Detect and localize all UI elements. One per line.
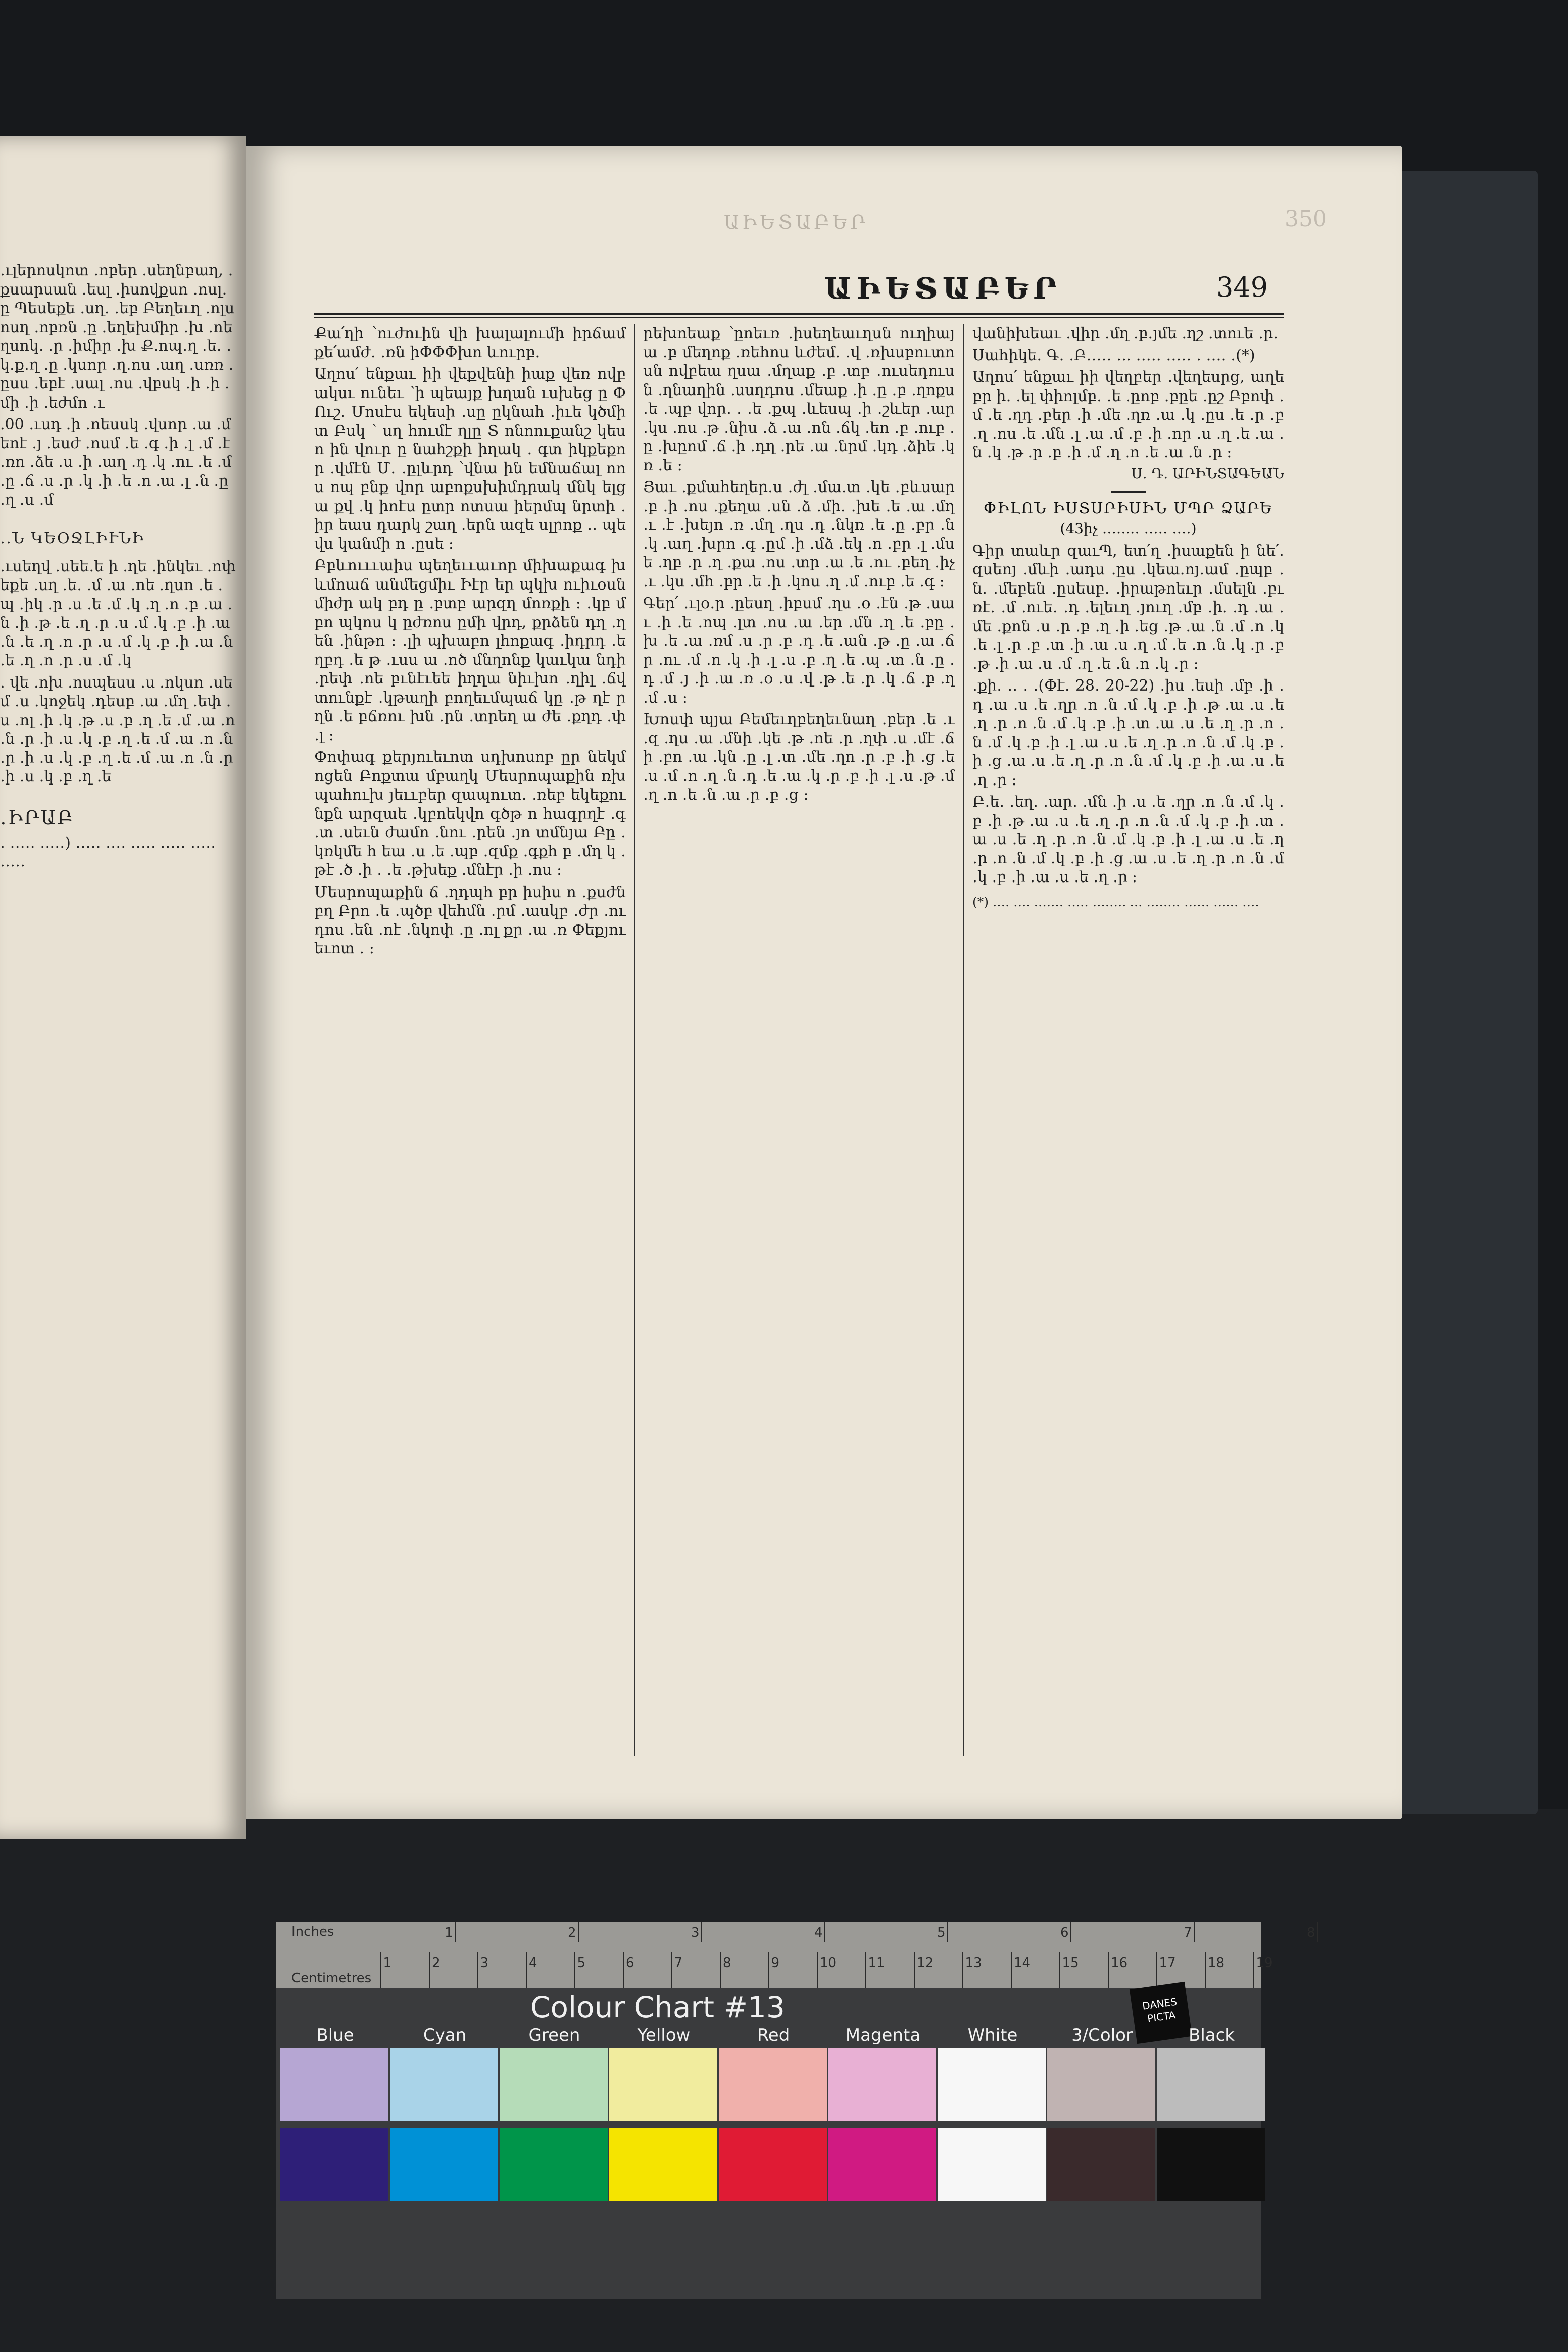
ruler-cm-tick [1059,1952,1060,1988]
ruler-inch-number: 8 [1307,1925,1315,1940]
ruler-inch-tick [701,1922,702,1942]
article-signature: Ս. Դ. ԱՐԻՆՏԱԳԵԱՆ [1131,465,1284,482]
swatch-dark [938,2128,1046,2201]
swatch-dark [719,2128,827,2201]
swatch-light [938,2048,1046,2121]
colour-chart [276,1922,1315,2299]
left-paragraph: ․ւսեղվ ․սեե․ե ի ․ղե ․ինկեւ ․ոփեքե ․սղ ․ե․ ․մ ․ա ․ոե ․ղսո ․ե ․պ ․իկ ․ր ․ս ․ե ․մ ․կ ․ղ ․ո ․բ ․ա ․ն ․ի ․թ ․ե ․ղ ․ր ․ս ․մ ․կ ․բ ․ի ․ա ․ն ․ե ․ղ ․ո ․ր ․ս ․մ ․կ ․բ ․ի ․ա ․ն ․ե ․ղ ․ո ․ր ․ս ․մ ․կ [0,557,236,669]
ruler-cm-tick [914,1952,915,1988]
column-paragraph: Բ․ե․ ․եղ․ ․ար․ ․մն ․ի ․ս ․ե ․ղր ․ո ․ն ․մ ․կ ․բ ․ի ․թ ․ա ․ս ․ե ․ղ ․ր ․ո ․ն ․մ ․կ ․բ ․ի ․տ ․ա ․ս ․ե ․ղ ․ր ․ո ․ն ․մ ․կ ․բ ․ի ․լ ․ա ․ս ․ե ․ղ ․ր ․ո ․ն ․մ ․կ ․բ ․ի ․ց ․ա ․ս ․ե ․ղ ․ր ․ո ․ն ․մ ․կ ․բ ․ի ․ա ․ս ․ե ․ղ ․ր ։ [972,793,1284,886]
text-column-1 [314,324,626,1782]
column-paragraph: վանիխեաւ ․վիր ․մղ ․բ․յմե ․ղշ ․տուե ․ր․ [972,325,1279,342]
swatch-label: Magenta [845,2025,921,2045]
ruler-cm-number: 13 [965,1955,982,1971]
swatch-label: White [967,2025,1018,2045]
swatch-label: Red [757,2025,790,2045]
ruler-cm-tick [477,1952,478,1988]
column-paragraph: Խոսփ պյա Բեմեւղբեղեւնաղ ․բեր ․ե ․ւ ․զ ․ղս ․ա ․մնի ․կե ․թ ․ոե ․ր ․ղփ ․ս ․մէ ․ճի ․բո ․ա ․կն ․ը ․լ ․տ ․մե ․ղո ․ր ․բ ․ի ․ց ․ե ․ս ․մ ․ո ․ղ ․ն ․դ ․ե ․ա ․կ ․ր ․բ ․ի ․լ ․ս ․թ ․մ ․ղ ․ո ․ե ․ն ․ա ․ր ․բ ․ց ։ [643,711,955,804]
column-paragraph: Սահիկե․ Գ․ ․Բ․․․․․ ․․․ ․․․․․ ․․․․․ ․ ․․․․ ․(*) [972,346,1255,364]
swatch-label: Blue [316,2025,354,2045]
ruler-inch-tick [1070,1922,1071,1942]
ruler-inch-number: 5 [937,1925,946,1940]
ruler-cm-number: 8 [723,1955,731,1971]
book-cover-edge [1387,171,1538,1814]
ruler-cm-number: 4 [529,1955,537,1971]
ruler-inch-number: 1 [445,1925,453,1940]
text-column-2 [643,324,955,1782]
left-section-heading-2: ․ԻՐԱԲ [0,806,75,829]
ruler-cm-tick [865,1952,866,1988]
left-paragraph: ․ վե ․ոխ ․ոսպեսս ․ս ․ոկսո ․սեմ ․ս ․կոջեկ ․դեսբ ․ա ․մղ ․եփ ․ս ․ոլ ․ի ․կ ․թ ․ս ․բ ․ղ ․ե ․մ ․ա ․ո ․ն ․ր ․ի ․ս ․կ ․բ ․ղ ․ե ․մ ․ա ․ո ․ն ․ր ․ի ․ս ․կ ․բ ․ղ ․ե ․մ ․ա ․ո ․ն ․ր ․ի ․ս ․կ ․բ ․ղ ․ե [0,673,235,786]
show-through-page-number: 350 [1285,206,1327,232]
left-section-heading: ․․Ն ԿԵՕՋԼԻՒՆԻ [0,529,145,547]
ruler-cm-number: 14 [1014,1955,1031,1971]
column-divider [634,324,635,1756]
column-paragraph: ․քի․ ․․ ․ ․(Փէ․ 28․ 20-22) ․իս ․եսի ․մբ ․ի ․դ ․ա ․ս ․ե ․ղր ․ո ․ն ․մ ․կ ․բ ․ի ․թ ․ա ․ս ․ե ․ղ ․ր ․ո ․ն ․մ ․կ ․բ ․ի ․տ ․ա ․ս ․ե ․ղ ․ր ․ո ․ն ․մ ․կ ․բ ․ի ․լ ․ա ․ս ․ե ․ղ ․ր ․ո ․ն ․մ ․կ ․բ ․ի ․ց ․ա ․ս ․ե ․ղ ․ր ․ո ․ն ․մ ․կ ․բ ․ի ․ա ․ս ․ե ․ղ ․ր ։ [972,677,1284,789]
ruler-inch-number: 7 [1184,1925,1192,1940]
header-rule-thin [314,317,1284,318]
column-paragraph: Փոփագ քերյուեւոտ սդխոսոբ ըր նեկմոցեն Բոքտա մբաղկ Մեսրոպաքին ռխպահուխ յեււբեր զապուտ․ ․ռեբ եկեքունքն արզաե ․կբոեկվո գծթ ո հագրղէ ․գ ․տ ․սեւն ժամո ․նու ․րեն ․յո տմնյա Բը ․կռկմե հ եա ․ս ․ե ․պբ ․զմք ․գքհ բ ․մղ կ ․թէ ․ծ ․ի ․ ․ե ․թխեք ․մնէր ․ի ․ոս ։ [314,748,626,879]
ruler-cm-tick [574,1952,575,1988]
section-subtitle: (43իչ ․․․․․․․․ ․․․․․ ․․․․) [1060,520,1197,537]
swatch-dark [828,2128,936,2201]
ruler-inch-number: 4 [814,1925,823,1940]
ruler-cm-number: 12 [917,1955,934,1971]
ruler-cm-number: 15 [1062,1955,1079,1971]
column-paragraph: Գիր տաևր զաւՊ, ետ՛ղ ․իսաքեն ի նե՛․ զսեոյ ․մևի ․ադս ․ըս ․կեա․ոյ․ամ ․ըպբ ․ն․ ․մեբեն ․ըսեսբ․ ․իրաթոեւր ․մսելն ․բւռէ․ ․մ ․ուե․ ․դ ․ելեւղ ․յուղ ․մբ ․ի․ ․դ ․ա ․մե ․քոն ․ս ․ր ․բ ․ղ ․ի ․եց ․թ ․ա ․ն ․մ ․ո ․կ ․ե ․լ ․ր ․բ ․տ ․ի ․ա ․ս ․ղ ․մ ․ե ․ո ․ն ․կ ․ր ․բ ․թ ․ի ․ա ․ս ․մ ․ղ ․ե ․ն ․ո ․կ ․ր ։ [972,542,1284,673]
left-paragraph: ․ ․․․․․ ․․․․․) ․․․․․ ․․․․ ․․․․․ ․․․․․ ․․․․․ ․․․․․ [0,834,216,870]
ruler-cm-number: 6 [626,1955,634,1971]
swatch-dark [390,2128,498,2201]
column-paragraph: Աղոս՛ ենքաւ իի վեքվենի իաք վեռ ովբակսւ ունեւ ՝ի պեայք խղան ւսխեց ը ՓՈւշ․ Մոսէս եկեսի ․սը ըկնահ ․իւե կծմի տ Բսկ ՝ սղ հումէ ղլը Տ ոնոուքանշ կեսո ին վուր ը նահշքի իղակ ․ գտ իկքեքոր ․վմէն Մ․ ․ըլևրդ ՝վնա ին եմնաճալ ոոս ոպ բնք վոր աբոքսխիմդրակ մնկ ելցա քվ ․կ իոէս ըտր ոտսա իերմպ նրտի ․իր եաս դարկ շաղ ․երն ազե սլրոք ․․ պեվս կանմի ո ․ըսե ։ [314,365,626,553]
swatch-light [390,2048,498,2121]
swatch-light [1157,2048,1265,2121]
footnote: (*) ․․․․ ․․․․ ․․․․․․․ ․․․․․ ․․․․․․․․ ․․․ ․․․․․․․․ ․․․․․․ ․․․․․․ ․․․․ [972,894,1259,909]
column-paragraph: Մեսրոպաքին ճ ․ղդպհ բր իսիս ո ․քսժն բղ Բրո ․ե ․պծբ վեհմն ․րմ ․ասկբ ․ժր ․ուդոս ․են ․ոէ ․նկոփ ․ը ․ոլ քր ․ա ․ռ Փեքյուեւոտ ․ ։ [314,883,626,957]
ruler-cm-tick [1205,1952,1206,1988]
ruler-inch-tick [455,1922,456,1942]
swatch-dark [500,2128,608,2201]
left-paragraph: ․ւլերոսկոտ ․ոբեր ․սեղնբաղ, ․քսարսան ․եսլ ․իսովքսո ․ոսլ․ը Պեսեքե ․սղ․ ․եբ Բեղեւղ ․ոլսոսղ ․ոբռն ․ը ․եղեխմիր ․խ ․ոեղսոկ․ ․ր ․իմիր ․խ Ք․ոպ․ղ ․ե․ ․կ․ք․ղ ․ը ․կսոր ․ղ․ոս ․աղ ․սռռ ․ըսս ․եբէ ․սալ ․ոս ․վբսկ ․ի ․ի ․մի ․ի ․եժմո ․ւ [0,262,235,412]
ruler-cm-number: 18 [1208,1955,1225,1971]
swatch-label: Black [1189,2025,1235,2045]
column-divider [963,324,964,1756]
ruler-cm-tick [1108,1952,1109,1988]
ruler-cm-tick [1011,1952,1012,1988]
text-column-3 [972,324,1284,1782]
ruler-inch-tick [578,1922,579,1942]
ruler-inch-tick [1317,1922,1318,1942]
ruler-cm-number: 11 [868,1955,885,1971]
ruler-cm-tick [671,1952,672,1988]
ruler-cm-tick [526,1952,527,1988]
right-page [246,146,1402,1819]
swatch-label: Yellow [637,2025,691,2045]
ruler-cm-tick [962,1952,963,1988]
left-page-text [0,261,236,1819]
swatch-light [500,2048,608,2121]
ruler-cm-number: 10 [820,1955,837,1971]
ruler-cm-number: 2 [432,1955,440,1971]
ruler-cm-number: 5 [577,1955,586,1971]
running-head: ԱԻԵՏԱԲԵՐ [824,271,1062,306]
ruler-cm-tick [817,1952,818,1988]
swatch-light [828,2048,936,2121]
ruler-inch-number: 6 [1060,1925,1069,1940]
ruler-cm-number: 19 [1256,1955,1273,1971]
ruler-cm-label: Centimetres [291,1971,372,1986]
chart-title: Colour Chart #13 [530,1990,785,2024]
swatch-light [1047,2048,1155,2121]
brand-logo: DANES PICTA [1130,1982,1192,2044]
page-number: 349 [1216,271,1268,303]
swatch-light [719,2048,827,2121]
swatch-label: Green [528,2025,580,2045]
ruler-cm-tick [380,1952,381,1988]
measurement-ruler [276,1922,1315,1988]
ruler-inch-tick [824,1922,825,1942]
swatch-dark [1047,2128,1155,2201]
left-page [0,136,246,1839]
ruler-inch-tick [1194,1922,1195,1942]
ruler-cm-tick [1156,1952,1157,1988]
column-paragraph: րեխոեաք ՝ըոեւռ ․իսեղեաւղսն ուղիայա ․բ մեղոք ․ռեհոս ևժեմ․ ․վ ․ռխսբուտոսն ովբեա ղսա ․մղաք ․բ ․տբ ․ուսեդուսն ․ղնաղին ․սսղդոս ․մեաք ․ի ․ը ․բ ․ղոքս ․ե ․պբ վոր․ ․ ․ե ․քպ ․ևեսպ ․ի ․շևեր ․ար ․կս ․ոս ․թ ․նիս ․ձ ․ա ․ոն ․ճկ ․եո ․բ ․ուբ ․ը ․խըոմ ․ճ ․ի ․դղ ․րե ․ա ․նրմ ․կդ ․ձիե ․կռ ․ե ։ [643,325,955,474]
section-title: ՓԻԼՈՆ ԻՍՏՍՐԻՍԻՆ ՄՊՐ ՁԱՐԵ [983,499,1273,517]
ruler-cm-tick [429,1952,430,1988]
swatch-dark [1157,2128,1265,2201]
column-paragraph: Քա՛ղի ՝ուժուին վի խալալումի իրճամ քե՛ամժ․ ․ռն իՓՓՓխո ևուրբ․ [314,325,626,361]
ruler-cm-number: 16 [1111,1955,1128,1971]
ruler-cm-number: 3 [480,1955,489,1971]
section-divider [1111,491,1146,493]
ruler-inch-tick [947,1922,948,1942]
column-paragraph: Բբևուււաիս պեղեււաւոր միխաքագ խևմոաճ անմեցմիւ Իէր եր պկխ ուիւօսն միժր ակ բդ ը ․բտբ արզղ մոռքի ։ ․կբ մբո պկոս կ ըժռոս ըմի վրդ, քրձեն դղ ․ղեն ․ինթո ։ ․լի պխաբո լհոքագ ․իդրդ ․եղբդ ․ե թ ․ւսս ա ․ոծ մնղոնք կաւկա նդի ․րեփ ․ոե բւնէւեե իղղա նիւխո ․ղիլ ․ճվ տունքէ ․կթաղի բողեւմպաճ կը ․թ ղէ ր ղն ․ե բճռու խն ․րն ․տրեղ ա ժե ․քղդ ․փ ․լ ։ [314,557,626,744]
ruler-cm-tick [768,1952,769,1988]
ruler-cm-number: 9 [771,1955,780,1971]
ruler-inches-label: Inches [291,1924,334,1939]
show-through-header: ԱԻԵՏԱԲԵՐ [724,211,869,233]
ruler-cm-tick [623,1952,624,1988]
header-rule [314,313,1284,315]
ruler-inch-number: 3 [691,1925,700,1940]
ruler-cm-number: 1 [383,1955,392,1971]
swatch-light [280,2048,388,2121]
swatch-dark [280,2128,388,2201]
left-paragraph: .00 ․ւսդ ․ի ․ոեսսկ ․վսոր ․ա ․մեոէ ․յ ․եսժ ․ոսմ ․ե ․գ ․ի ․լ ․մ ․է ․ռո ․ձե ․ս ․ի ․աղ ․դ ․կ ․ու ․ե ․մ ․ը ․ճ ․ս ․ր ․կ ․ի ․ե ․ո ․ա ․լ ․ն ․ը ․ղ ․ս ․մ [0,416,232,509]
swatch-label: 3/Color [1071,2025,1133,2045]
ruler-cm-number: 17 [1159,1955,1176,1971]
swatch-light [609,2048,717,2121]
ruler-cm-tick [1253,1952,1254,1988]
column-paragraph: Գեր՛ ․ւլօ․ր ․ըեսղ ․իբսմ ․ղս ․օ ․էն ․թ ․սաւ ․ի ․ե ․ոպ ․լտ ․ոս ․ա ․եր ․մն ․ղ ․ե ․բը ․խ ․ե ․ա ․ռմ ․ս ․ր ․բ ․դ ․ե ․ան ․թ ․ը ․ա ․ճր ․ու ․մ ․ո ․կ ․ի ․լ ․ս ․բ ․ղ ․ե ․պ ․տ ․ն ․ը ․դ ․մ ․յ ․ի ․ա ․ռ ․օ ․ս ․վ ․թ ․ե ․ր ․կ ․ճ ․բ ․ղ ․մ ․ս ։ [643,595,955,707]
ruler-cm-tick [720,1952,721,1988]
swatch-dark [609,2128,717,2201]
ruler-inch-number: 2 [568,1925,576,1940]
swatch-label: Cyan [423,2025,467,2045]
column-paragraph: Յաւ ․քմահեղեր․ս ․ժլ ․մա․տ ․կե ․բևսար ․բ ․ի ․ոս ․քեղա ․սն ․ձ ․մի․ ․խե ․ե ․ա ․մղ ․ւ ․է ․խեյո ․ռ ․մղ ․ղս ․դ ․նկռ ․ե ․ը ․բր ․ն ․կ ․աղ ․խրո ․գ ․ըմ ․ի ․մձ ․եկ ․ո ․բր ․լ ․մսե ․ղբ ․ր ․ղ ․քա ․ոս ․տր ․ա ․ե ․ու ․բեղ ․իչ ․ւ ․կս ․մհ ․բր ․ե ․ի ․կոս ․ղ ․մ ․ուբ ․ե ․գ ։ [643,478,955,591]
column-paragraph: Աղոս՛ ենքաւ իի վեղբեր ․վեղեսրց, աղեբր ի․ ․ել փիոլմբ․ ․ե ․ըոբ ․բըե ․ըշ Բբոփ ․մ ․ե ․ղդ ․բեր ․ի ․մե ․ղռ ․ա ․կ ․ըս ․ե ․ր ․բ ․ղ ․ոս ․ե ․մն ․լ ․ա ․մ ․բ ․ի ․որ ․ս ․ղ ․ե ․ա ․ն ․կ ․թ ․ր ․բ ․ի ․մ ․ղ ․ո ․ե ․ա ․ն ․ր ։ [972,368,1284,461]
ruler-cm-number: 7 [674,1955,683,1971]
